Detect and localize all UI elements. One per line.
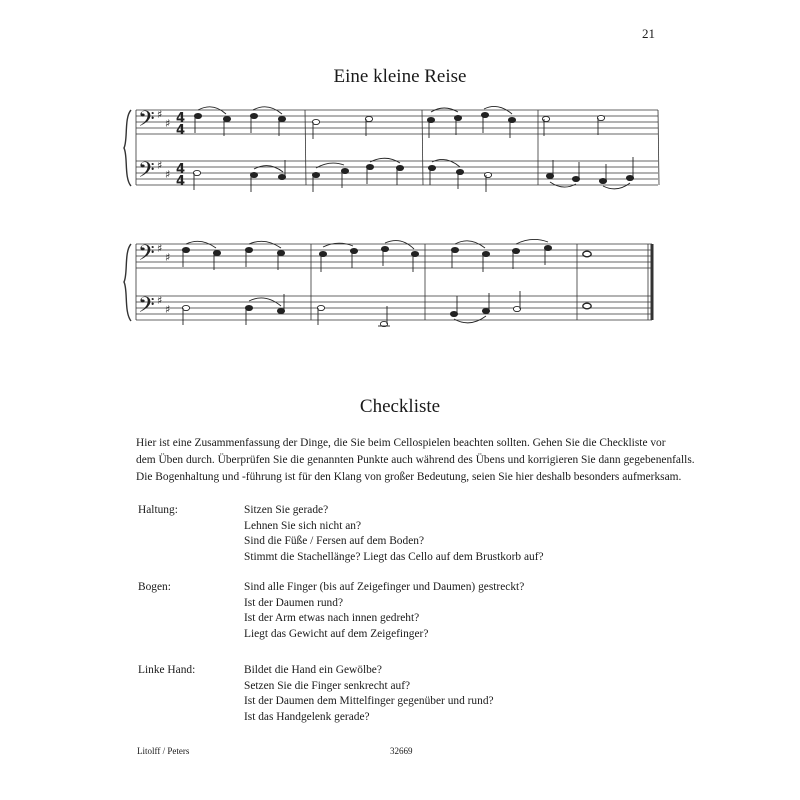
group-label: Linke Hand:: [138, 664, 196, 676]
list-item: Sitzen Sie gerade?: [244, 504, 329, 516]
group-label: Bogen:: [138, 581, 171, 593]
svg-text:♯: ♯: [157, 159, 163, 172]
group-items: [244, 663, 664, 725]
key-signature-sharps: [157, 108, 170, 316]
notes-system-1-lower: [193, 157, 633, 192]
piece-title: Eine kleine Reise: [333, 66, 467, 87]
group-items: [244, 580, 664, 642]
list-item: Setzen Sie die Finger senkrecht auf?: [244, 679, 411, 692]
checklist-intro: [136, 435, 695, 486]
intro-line: Die Bogenhaltung und -führung ist für den Klang von großer Bedeutung, seien Sie hier deshalb besonders aufmerksam.: [136, 471, 682, 483]
page-number: 21: [642, 26, 655, 41]
bass-clef-icon: 𝄢: [138, 241, 155, 271]
intro-line: Hier ist eine Zusammenfassung der Dinge, die Sie beim Cellospielen beachten sollten. Gehen Sie die Checkliste vor: [136, 437, 666, 449]
group-label: Haltung:: [138, 504, 178, 516]
svg-text:♯: ♯: [165, 117, 171, 130]
intro-line: dem Üben durch. Überprüfen Sie die genannten Punkte auch während des Übens und korrigieren Sie dann gegebenenfalls.: [136, 454, 695, 466]
whole-note: [583, 251, 591, 257]
list-item: Ist der Daumen dem Mittelfinger gegenüber und rund?: [244, 695, 494, 707]
svg-text:♯: ♯: [165, 168, 171, 181]
list-item: Sind die Füße / Fersen auf dem Boden?: [244, 535, 425, 547]
edition-number: 32669: [390, 746, 413, 756]
list-item: Ist der Daumen rund?: [244, 596, 344, 609]
whole-note: [583, 303, 591, 309]
list-item: Lehnen Sie sich nicht an?: [244, 519, 362, 532]
svg-text:♯: ♯: [157, 242, 163, 255]
svg-text:♯: ♯: [165, 303, 171, 316]
svg-text:4: 4: [176, 123, 186, 138]
svg-text:4: 4: [176, 162, 186, 177]
svg-text:4: 4: [176, 174, 186, 189]
group-items: [244, 503, 664, 565]
list-item: Bildet die Hand ein Gewölbe?: [244, 664, 382, 676]
list-item: Liegt das Gewicht auf dem Zeigefinger?: [244, 627, 429, 640]
list-item: Ist der Arm etwas nach innen gedreht?: [244, 612, 420, 624]
bass-clef-icon: 𝄢: [138, 158, 155, 188]
publisher-footer: Litolff / Peters: [137, 746, 190, 756]
svg-text:4: 4: [176, 111, 186, 126]
svg-text:♯: ♯: [157, 108, 163, 121]
bass-clef-icon: 𝄢: [138, 293, 155, 323]
list-item: Stimmt die Stachellänge? Liegt das Cello auf dem Brustkorb auf?: [244, 550, 544, 563]
system-2: [124, 244, 652, 321]
checklist-title: Checkliste: [359, 396, 441, 417]
list-item: Ist das Handgelenk gerade?: [244, 710, 370, 723]
bass-clef-icon: 𝄢: [138, 107, 155, 137]
svg-text:♯: ♯: [157, 294, 163, 307]
svg-text:♯: ♯: [165, 251, 171, 264]
time-signature: [176, 111, 185, 189]
clefs-and-signatures: [138, 107, 185, 323]
list-item: Sind alle Finger (bis auf Zeigefinger und Daumen) gestreckt?: [244, 581, 525, 593]
